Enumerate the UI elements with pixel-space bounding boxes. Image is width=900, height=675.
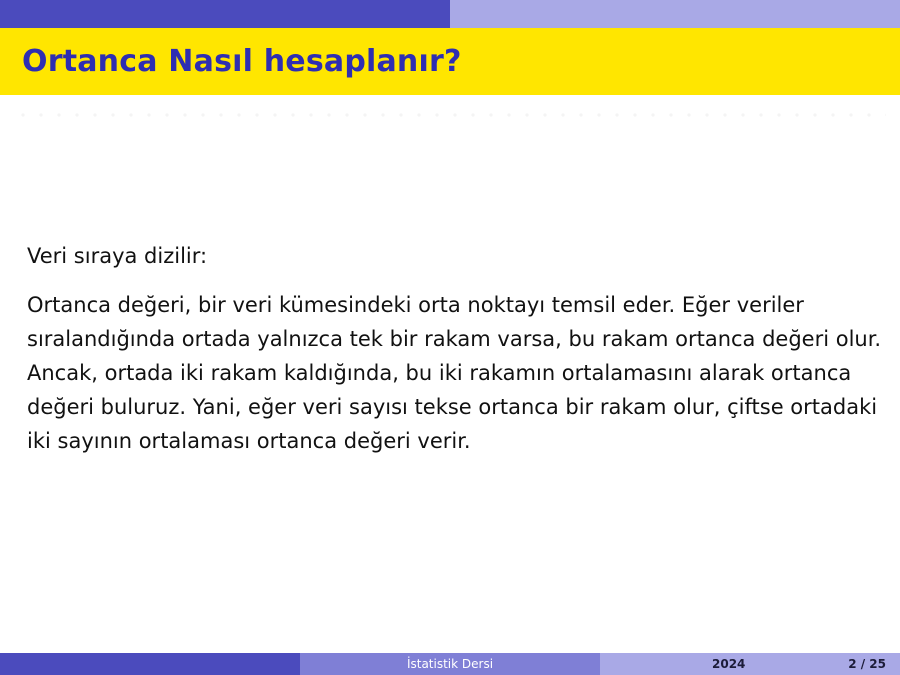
lead-text: Veri sıraya dizilir:	[27, 244, 208, 268]
footer-left-segment	[0, 653, 300, 675]
header-strip-left	[0, 0, 450, 28]
header-strip	[0, 0, 900, 28]
page-indicator: 2 / 25	[848, 657, 886, 671]
footer-year: 2024	[712, 657, 746, 671]
body-paragraph: Ortanca değeri, bir veri kümesindeki orta noktayı temsil eder. Eğer veriler sıralandığında ortada yalnızca tek bir rakam varsa, bu rakam ortanca değeri olur. Ancak, ortada iki rakam kaldığında, bu iki rakamın ortalamasını alarak ortanca değeri buluruz. Yani, eğer veri sayısı tekse ortanca bir rakam olur, çiftse ortadaki iki sayının ortalaması ortanca değeri verir.	[27, 293, 882, 453]
dotted-divider	[14, 113, 886, 117]
slide-title: Ortanca Nasıl hesaplanır?	[22, 44, 462, 79]
footer-course-title: İstatistik Dersi	[406, 657, 494, 671]
footer-right-segment	[600, 653, 900, 675]
footer-bar	[0, 653, 900, 675]
footer-course-segment	[300, 653, 600, 675]
slide-content	[27, 240, 883, 458]
title-bar	[0, 28, 900, 95]
header-strip-right	[450, 0, 900, 28]
